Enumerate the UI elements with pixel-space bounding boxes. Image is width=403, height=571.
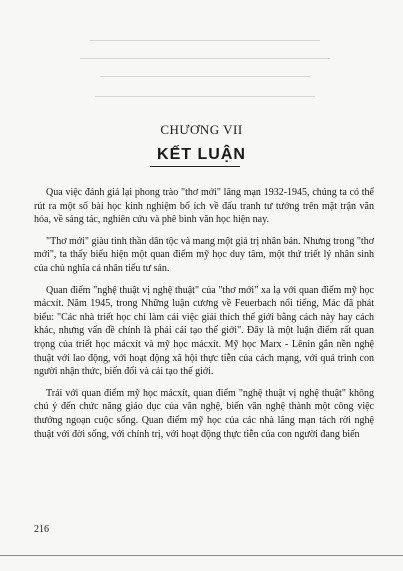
- paragraph: "Thơ mới" giàu tinh thần dân tộc và mang một giá trị nhân bản. Nhưng trong "thơ mới", ta thấy biểu hiện một quan điểm mỹ học duy tâm, một thứ triết lý nhân sinh của chủ nghĩa cá nhân tiểu tư sản.: [34, 235, 374, 274]
- page-number: 216: [34, 524, 49, 535]
- title-underline: [150, 166, 240, 167]
- scan-noise: [95, 96, 315, 97]
- paragraph: Trái với quan điểm mỹ học mácxít, quan điểm "nghệ thuật vị nghệ thuật" không chú ý đến chức năng giáo dục của văn nghệ, biến văn nghệ thành một công việc thưởng ngoạn cuộc sống. Quan điểm mỹ học của các nhà lãng mạn tách rời nghệ thuật với đời sống, với chính trị, với hoạt động thực tiễn của con người đang biến: [34, 387, 374, 440]
- paragraph: Qua việc đánh giá lại phong trào "thơ mới" lãng mạn 1932-1945, chúng ta có thể rút ra một số bài học kinh nghiệm bổ ích về đấu tranh tư tưởng trên mặt trận văn hóa, về sáng tác, nghiên cứu và phê bình văn học hiện nay.: [34, 187, 374, 226]
- page-bottom-edge: [0, 555, 403, 556]
- paragraph: Quan điểm "nghệ thuật vị nghệ thuật" của "thơ mới" xa lạ với quan điểm mỹ học mácxít. Năm 1945, trong Những luận cương về Feuerbach nổi tiếng, Mác đã phát biểu: "Các nhà triết học chỉ làm cái việc giải thích thế giới bằng cách này hay cách khác, nhưng vấn đề chính là phải cải tạo thế giới". Đây là một luận điểm rất quan trọng của triết học mácxít và mỹ học mácxít. Mỹ học Marx - Lênin gắn nền nghệ thuật với lao động, với hoạt động xã hội thực tiễn của cách mạng, với quá trình con người nhận thức, biến đổi và cải tạo thế giới.: [34, 284, 374, 378]
- scan-noise: [80, 58, 330, 59]
- chapter-title: KẾT LUẬN: [157, 146, 246, 163]
- scan-noise: [90, 40, 320, 41]
- chapter-label: CHƯƠNG VII: [160, 122, 243, 137]
- body-text: [34, 186, 374, 449]
- scan-noise: [100, 76, 310, 77]
